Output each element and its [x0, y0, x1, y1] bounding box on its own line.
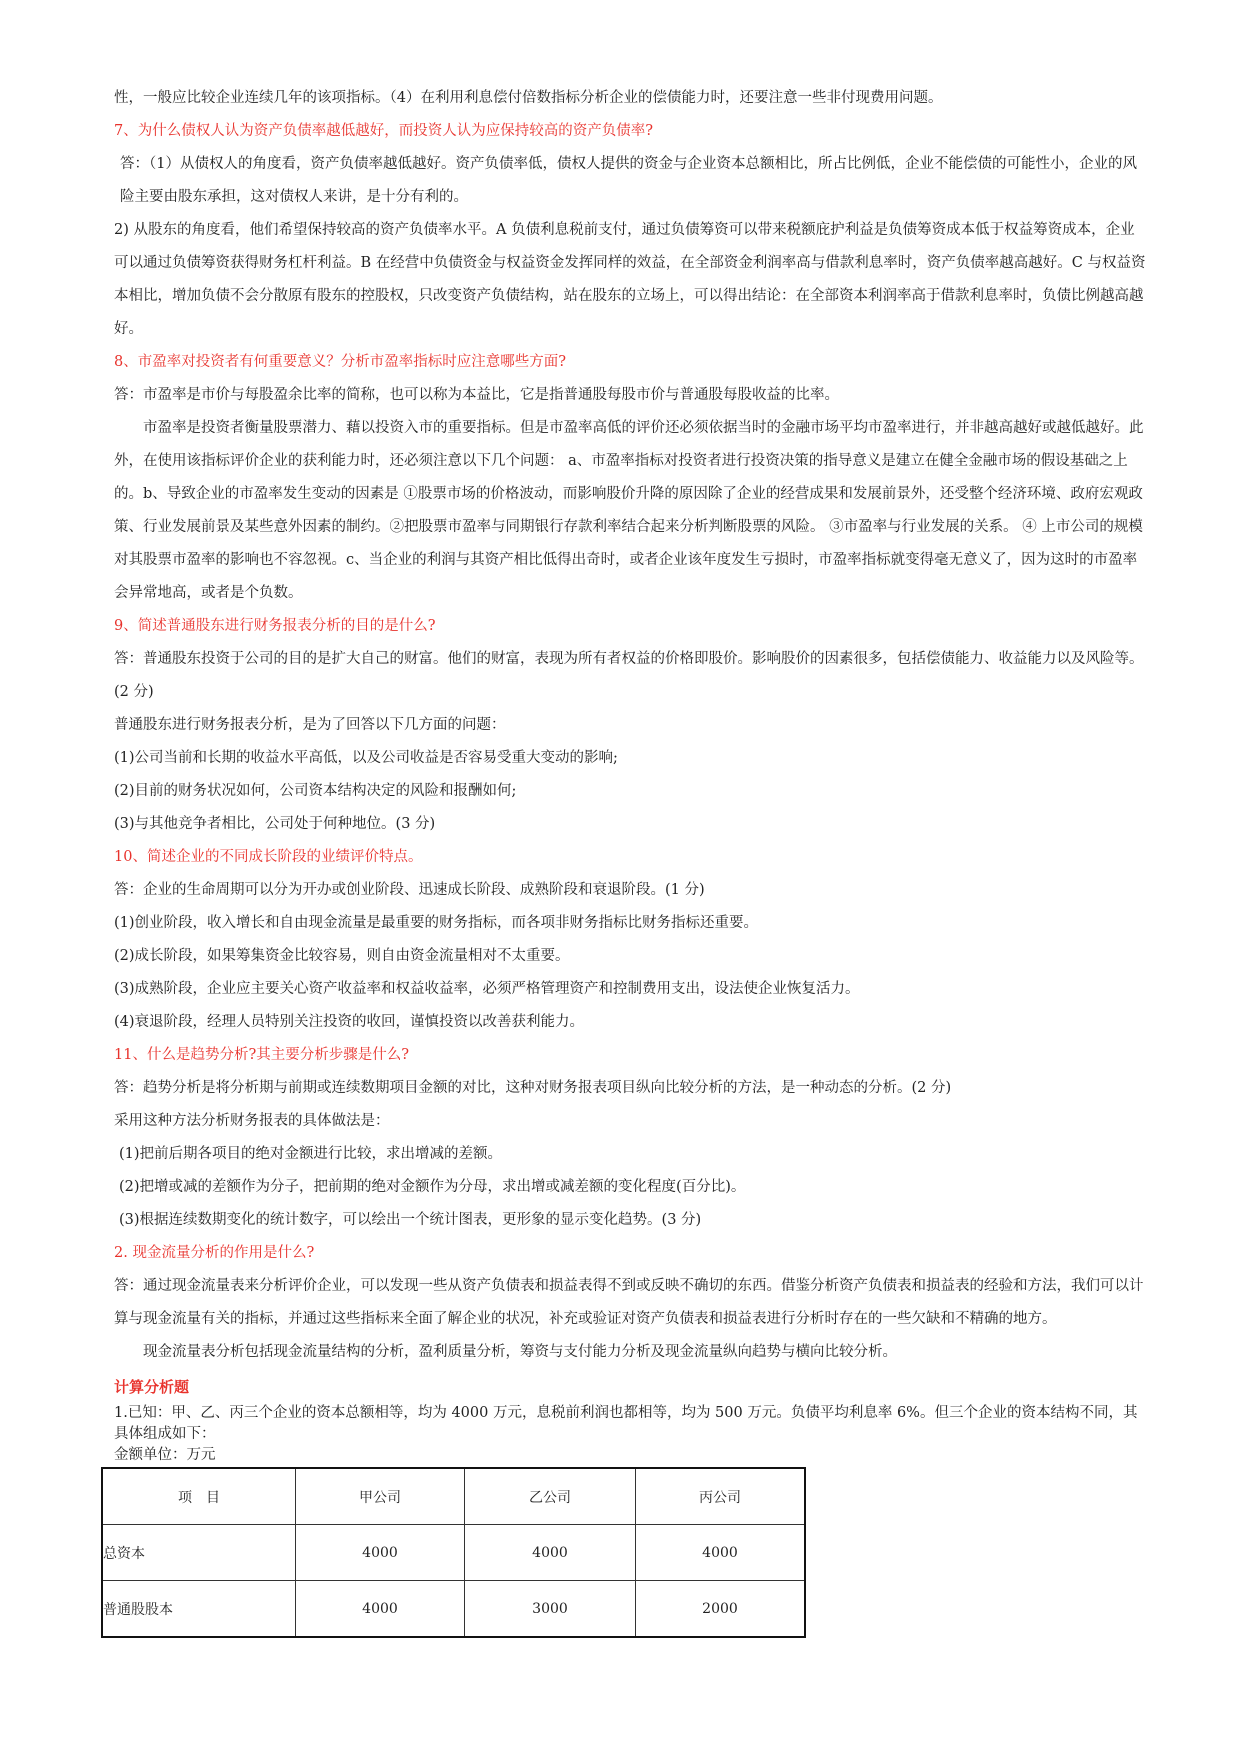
table-cell: 4000	[296, 1581, 465, 1638]
paragraph: (3)与其他竞争者相比，公司处于何种地位。(3 分)	[114, 816, 436, 832]
question-heading: 9、简述普通股东进行财务报表分析的目的是什么?	[114, 618, 436, 634]
paragraph: 采用这种方法分析财务报表的具体做法是：	[114, 1113, 390, 1129]
table-cell: 2000	[636, 1581, 806, 1638]
paragraph: (3)成熟阶段，企业应主要关心资产收益率和权益收益率，必须严格管理资产和控制费用支出，设法使企业恢复活力。	[114, 981, 860, 997]
paragraph: 现金流量表分析包括现金流量结构的分析，盈利质量分析，筹资与支付能力分析及现金流量纵向趋势与横向比较分析。	[143, 1344, 897, 1360]
table-cell: 总资本	[102, 1525, 296, 1581]
paragraph-list	[114, 82, 1149, 1369]
table-row	[102, 1581, 805, 1638]
unit-label: 金额单位：万元	[114, 1447, 216, 1463]
paragraph: 答：（1）从债权人的角度看，资产负债率越低越好。资产负债率低，债权人提供的资金与企业资本总额相比，所占比例低，企业不能偿债的可能性小，企业的风险主要由股东承担，这对债权人来讲，是十分有利的。	[120, 156, 1137, 205]
paragraph: 性，一般应比较企业连续几年的该项指标。（4）在利用利息偿付倍数指标分析企业的偿债能力时，还要注意一些非付现费用问题。	[114, 90, 943, 106]
table-cell: 4000	[465, 1525, 636, 1581]
table-header-cell: 丙公司	[636, 1468, 806, 1525]
paragraph: 答：市盈率是市价与每股盈余比率的简称，也可以称为本益比，它是指普通股每股市价与普通股每股收益的比率。	[114, 387, 839, 403]
question-heading: 10、简述企业的不同成长阶段的业绩评价特点。	[114, 849, 423, 865]
paragraph: (2)目前的财务状况如何，公司资本结构决定的风险和报酬如何;	[114, 783, 517, 799]
paragraph: 普通股东进行财务报表分析，是为了回答以下几方面的问题：	[114, 717, 506, 733]
table-header-row	[102, 1468, 805, 1525]
capital-structure-table	[101, 1467, 806, 1638]
table-header-cell: 甲公司	[296, 1468, 465, 1525]
paragraph: (1)把前后期各项目的绝对金额进行比较，求出增减的差额。	[119, 1146, 503, 1162]
section-title: 计算分析题	[114, 1378, 190, 1396]
paragraph: 答：通过现金流量表来分析评价企业，可以发现一些从资产负债表和损益表得不到或反映不确切的东西。借鉴分析资产负债表和损益表的经验和方法，我们可以计算与现金流量有关的指标，并通过这些指标来全面了解企业的状况，补充或验证对资产负债表和损益表进行分析时存在的一些欠缺和不精确的地方。	[114, 1278, 1144, 1327]
table-cell: 3000	[465, 1581, 636, 1638]
paragraph: (2)把增或减的差额作为分子，把前期的绝对金额作为分母，求出增或减差额的变化程度(百分比)。	[119, 1179, 746, 1195]
paragraph: 答：普通股东投资于公司的目的是扩大自己的财富。他们的财富，表现为所有者权益的价格即股价。影响股价的因素很多，包括偿债能力、收益能力以及风险等。(2 分)	[114, 651, 1144, 700]
table-cell: 普通股股本	[102, 1581, 296, 1638]
paragraph: (3)根据连续数期变化的统计数字，可以绘出一个统计图表，更形象的显示变化趋势。(3 分)	[119, 1212, 702, 1228]
paragraph: (2)成长阶段，如果筹集资金比较容易，则自由资金流量相对不太重要。	[114, 948, 570, 964]
table-header-cell: 项 目	[102, 1468, 296, 1525]
paragraph: (1)创业阶段，收入增长和自由现金流量是最重要的财务指标，而各项非财务指标比财务指标还重要。	[114, 915, 759, 931]
problem-text: 1.已知：甲、乙、丙三个企业的资本总额相等，均为 4000 万元，息税前利润也都相等，均为 500 万元。负债平均利息率 6%。但三个企业的资本结构不同，其具体组成如下：	[114, 1405, 1138, 1442]
paragraph: (4)衰退阶段，经理人员特别关注投资的收回，谨慎投资以改善获利能力。	[114, 1014, 585, 1030]
document-body	[114, 82, 1149, 1466]
table-cell: 4000	[296, 1525, 465, 1581]
question-heading: 2. 现金流量分析的作用是什么?	[114, 1245, 315, 1261]
table-row	[102, 1525, 805, 1581]
question-heading: 7、为什么债权人认为资产负债率越低越好，而投资人认为应保持较高的资产负债率?	[114, 123, 653, 139]
paragraph: 市盈率是投资者衡量股票潜力、藉以投资入市的重要指标。但是市盈率高低的评价还必须依据当时的金融市场平均市盈率进行，并非越高越好或越低越好。此外，在使用该指标评价企业的获利能力时，还必须注意以下几个问题： a、市盈率指标对投资者进行投资决策的指导意义是建立在健全金融市场的假设基础之上的。b、导致企业的市盈率发生变动的因素是 ①股票市场的价格波动，而影响股价升降的原因除了企业的经营成果和发展前景外，还受整个经济环境、政府宏观政策、行业发展前景及某些意外因素的制约。②把股票市盈率与同期银行存款利率结合起来分析判断股票的风险。 ③市盈率与行业发展的关系。 ④ 上市公司的规模对其股票市盈率的影响也不容忽视。c、当企业的利润与其资产相比低得出奇时，或者企业该年度发生亏损时，市盈率指标就变得毫无意义了，因为这时的市盈率会异常地高，或者是个负数。	[114, 420, 1144, 601]
paragraph: 答：趋势分析是将分析期与前期或连续数期项目金额的对比，这种对财务报表项目纵向比较分析的方法，是一种动态的分析。(2 分)	[114, 1080, 952, 1096]
question-heading: 8、市盈率对投资者有何重要意义？分析市盈率指标时应注意哪些方面?	[114, 354, 566, 370]
question-heading: 11、什么是趋势分析?其主要分析步骤是什么?	[114, 1047, 409, 1063]
table-header-cell: 乙公司	[465, 1468, 636, 1525]
table-cell: 4000	[636, 1525, 806, 1581]
paragraph: 答：企业的生命周期可以分为开办或创业阶段、迅速成长阶段、成熟阶段和衰退阶段。(1 分)	[114, 882, 705, 898]
paragraph: 2) 从股东的角度看，他们希望保持较高的资产负债率水平。A 负债利息税前支付，通过负债筹资可以带来税额庇护利益是负债筹资成本低于权益筹资成本，企业可以通过负债筹资获得财务杠杆利益。B 在经营中负债资金与权益资金发挥同样的效益，在全部资金利润率高与借款利息率时，资产负债率越高越好。C 与权益资本相比，增加负债不会分散原有股东的控股权，只改变资产负债结构，站在股东的立场上，可以得出结论：在全部资本利润率高于借款利息率时，负债比例越高越好。	[114, 222, 1146, 337]
paragraph: (1)公司当前和长期的收益水平高低，以及公司收益是否容易受重大变动的影响;	[114, 750, 618, 766]
